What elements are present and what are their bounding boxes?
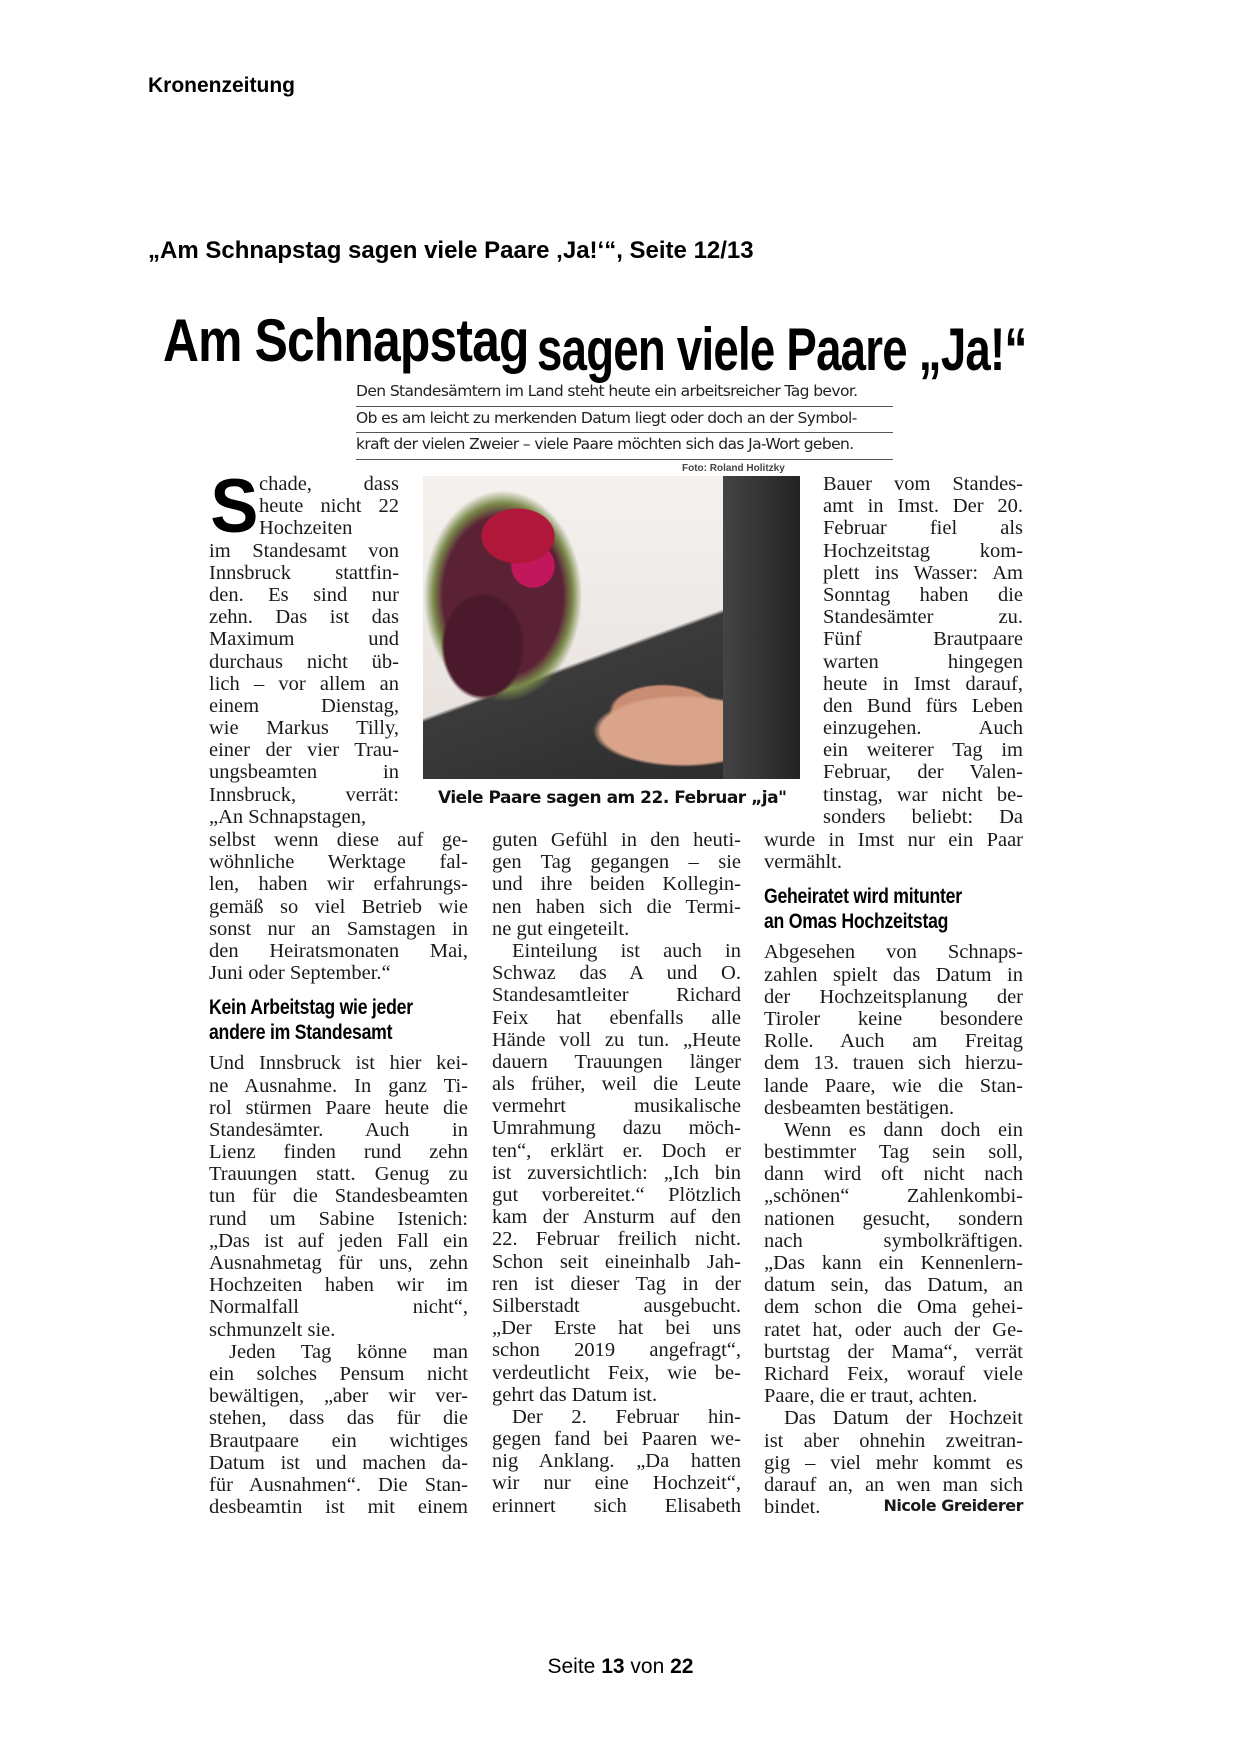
line: [764, 1230, 1023, 1252]
text-line: ren ist dieser Tag in der: [492, 1272, 741, 1295]
line: [492, 1029, 741, 1051]
text-line: gemäß so viel Betrieb wie: [209, 895, 468, 918]
text-line: plett ins Wasser: Am: [823, 561, 1023, 584]
paragraph: [492, 829, 741, 940]
line: [492, 1251, 741, 1273]
line: [492, 1339, 741, 1361]
line: [823, 784, 1023, 806]
line: [209, 1185, 468, 1207]
text-line: dem 13. trauen sich hierzu-: [764, 1052, 1023, 1075]
line: [209, 1319, 468, 1341]
line: [764, 1496, 1023, 1518]
text-line: Innsbruck stattfin-: [209, 561, 399, 584]
text-line: Trauungen statt. Genug zu: [209, 1163, 468, 1186]
line: [492, 1295, 741, 1317]
text-line: len, haben wir erfahrungs-: [209, 873, 468, 896]
line: [764, 829, 1023, 851]
deck-line: kraft der vielen Zweier – viele Paare möchten sich das Ja-Wort geben.: [356, 433, 893, 460]
text-line: tinstag, war nicht be-: [823, 783, 1023, 806]
text-line: sonst nur an Samstagen in: [209, 917, 468, 940]
text-line: nach symbolkräftigen.: [764, 1229, 1023, 1252]
paragraph: [492, 940, 741, 1406]
line: [492, 918, 741, 940]
text-line: Richard Feix, worauf viele: [764, 1362, 1023, 1385]
text-line: durchaus nicht üb-: [209, 650, 399, 673]
text-line: amt in Imst. Der 20.: [823, 495, 1023, 518]
line: [764, 1008, 1023, 1030]
text-line: gen Tag gegangen – sie: [492, 851, 741, 874]
line: [823, 495, 1023, 517]
line: [492, 1362, 741, 1384]
line: [209, 739, 399, 761]
text-line: „Das kann ein Kennenlern-: [764, 1252, 1023, 1274]
line: [823, 651, 1023, 673]
column-1-top: [209, 464, 399, 828]
text-line: im Standesamt von: [209, 539, 399, 562]
line: [209, 962, 468, 984]
footer-middle: von: [630, 1655, 665, 1678]
text-line: Innsbruck, verrät:: [209, 783, 399, 806]
line: [209, 1208, 468, 1230]
text-line: chade, dass: [259, 473, 399, 495]
text-line: vermählt.: [764, 851, 842, 874]
text-line: und ihre beiden Kollegin-: [492, 873, 741, 896]
text-line: desbeamtin ist mit einem: [209, 1496, 468, 1519]
text-line: schon 2019 angefragt“,: [492, 1339, 741, 1362]
line: [764, 1119, 1023, 1141]
line: [209, 1075, 468, 1097]
text-line: bestimmter Tag sein soll,: [764, 1141, 1023, 1164]
text-line: Datum ist und machen da-: [209, 1451, 468, 1474]
line: [209, 1119, 468, 1141]
text-line: Feix hat ebenfalls alle: [492, 1006, 741, 1029]
page-footer: [0, 1655, 1241, 1679]
text-line: desbeamten bestätigen.: [764, 1096, 955, 1119]
line: [823, 628, 1023, 650]
line: [764, 1296, 1023, 1318]
text-line: gegen fand bei Paaren we-: [492, 1428, 741, 1451]
line: [764, 1185, 1023, 1207]
line: [764, 1430, 1023, 1452]
line: [492, 1117, 741, 1139]
line: [209, 1341, 468, 1363]
text-line: ungsbeamten in: [209, 761, 399, 784]
text-line: gut vorbereitet.“ Plötzlich: [492, 1184, 741, 1206]
photo-caption: Viele Paare sagen am 22. Februar „ja": [438, 788, 787, 808]
line: [492, 896, 741, 918]
wedding-photo: [423, 476, 800, 779]
line: [492, 1073, 741, 1095]
author-byline: Nicole Greiderer: [883, 1496, 1023, 1516]
text-line: ist aber ohnehin zweitran-: [764, 1429, 1023, 1452]
text-line: für Ausnahmen“. Die Stan-: [209, 1473, 468, 1496]
text-line: warten hingegen: [823, 650, 1023, 673]
line: [764, 941, 1023, 963]
text-line: der Hochzeitsplanung der: [764, 985, 1023, 1008]
text-line: ne Ausnahme. In ganz Ti-: [209, 1074, 468, 1097]
text-line: zehn. Das ist das: [209, 606, 399, 629]
line: [764, 1407, 1023, 1429]
line: [209, 1163, 468, 1185]
subheading-line: an Omas Hochzeitstag: [764, 910, 949, 934]
text-line: ist zuversichtlich: „Ich bin: [492, 1161, 741, 1184]
text-line: einem Dienstag,: [209, 694, 399, 717]
line: [209, 1230, 468, 1252]
text-line: ein weiterer Tag im: [823, 739, 1023, 762]
deck-line: Ob es am leicht zu merkenden Datum liegt oder doch an der Symbol-: [356, 407, 893, 434]
text-line: Februar, der Valen-: [823, 761, 1023, 784]
subheading-line: Kein Arbeitstag wie jeder: [209, 996, 413, 1020]
line: [823, 562, 1023, 584]
text-line: bewältigen, „aber wir ver-: [209, 1385, 468, 1408]
text-line: den. Es sind nur: [209, 583, 399, 606]
line: [764, 1274, 1023, 1296]
line: [823, 584, 1023, 606]
text-line: Abgesehen von Schnaps-: [764, 941, 1023, 964]
text-line: als früher, weil die Leute: [492, 1073, 741, 1096]
line: [209, 1252, 468, 1274]
paragraph: [492, 1406, 741, 1517]
text-line: „Der Erste hat bei uns: [492, 1317, 741, 1340]
text-line: Maximum und: [209, 628, 399, 651]
text-line: „Das ist auf jeden Fall ein: [209, 1229, 468, 1252]
line: [209, 1385, 468, 1407]
line: [209, 1141, 468, 1163]
line: [209, 829, 468, 851]
text-line: selbst wenn diese auf ge-: [209, 829, 468, 851]
line: [764, 986, 1023, 1008]
line: [764, 1319, 1023, 1341]
line: [492, 1428, 741, 1450]
text-line: Ausnahmetag für uns, zehn: [209, 1252, 468, 1274]
line: [209, 628, 399, 650]
headline-part-2: sagen viele Paare „Ja!“: [537, 316, 1027, 383]
line: [492, 1051, 741, 1073]
line: [209, 717, 399, 739]
line: [764, 1385, 1023, 1407]
text-line: ten“, erklärt er. Doch er: [492, 1139, 741, 1162]
text-line: den Heiratsmonaten Mai,: [209, 939, 468, 962]
text-line: Einteilung ist auch in: [512, 939, 741, 962]
paragraph: [209, 1341, 468, 1519]
line: [209, 1296, 468, 1318]
text-line: Standesämter zu.: [823, 606, 1023, 629]
text-line: Standesamtleiter Richard: [492, 984, 741, 1007]
text-line: wöhnliche Werktage fal-: [209, 851, 468, 874]
line: [209, 1097, 468, 1119]
line: [764, 1163, 1023, 1185]
line: [823, 761, 1023, 783]
text-line: ratet hat, oder auch der Ge-: [764, 1318, 1023, 1341]
text-line: lande Paare, wie die Stan-: [764, 1074, 1023, 1097]
text-line: Das Datum der Hochzeit: [784, 1407, 1023, 1430]
text-line: zahlen spielt das Datum in: [764, 963, 1023, 986]
line: [764, 1030, 1023, 1052]
text-line: Februar fiel als: [823, 517, 1023, 540]
text-line: den Bund fürs Leben: [823, 694, 1023, 717]
text-line: Tiroler keine besondere: [764, 1007, 1023, 1030]
line: [823, 473, 1023, 495]
text-line: Hochzeitstag kom-: [823, 539, 1023, 562]
line: [764, 1075, 1023, 1097]
column-3-top: [823, 473, 1023, 828]
text-line: Juni oder September.“: [209, 962, 391, 985]
line: [764, 851, 1023, 873]
line: [764, 1052, 1023, 1074]
line: [492, 1007, 741, 1029]
text-line: einer der vier Trau-: [209, 739, 399, 762]
text-line: Hochzeiten: [259, 517, 353, 540]
text-line: burtstag der Mama“, verrät: [764, 1340, 1023, 1363]
line: [764, 1097, 1023, 1119]
text-line: heute nicht 22: [259, 495, 399, 518]
text-line: Jeden Tag könne man: [229, 1340, 468, 1363]
line: [209, 1363, 468, 1385]
line: [823, 606, 1023, 628]
line: [209, 806, 399, 828]
line: [492, 1450, 741, 1472]
line: [823, 673, 1023, 695]
line: [209, 606, 399, 628]
text-line: wir nur eine Hochzeit“,: [492, 1472, 741, 1495]
text-line: wie Markus Tilly,: [209, 717, 399, 740]
footer-page-total: 22: [670, 1655, 694, 1678]
text-line: Und Innsbruck ist hier kei-: [209, 1052, 468, 1075]
text-line: nig Anklang. „Da hatten: [492, 1450, 741, 1473]
text-line: verdeutlicht Feix, wie be-: [492, 1361, 741, 1384]
line: [492, 873, 741, 895]
line: [209, 1274, 468, 1296]
line: [209, 1052, 468, 1074]
paragraph: [209, 1052, 468, 1340]
line: [492, 1273, 741, 1295]
paragraph: [209, 829, 468, 984]
line: [492, 1206, 741, 1228]
line: [764, 1363, 1023, 1385]
column-3-bottom: [764, 829, 1023, 1518]
text-line: vermehrt musikalische: [492, 1095, 741, 1118]
line: [209, 1496, 468, 1518]
text-line: schmunzelt sie.: [209, 1318, 336, 1341]
text-line: ein solches Pensum nicht: [209, 1362, 468, 1385]
headline-part-1: Am Schnapstag: [163, 307, 529, 374]
text-line: stehen, dass das für die: [209, 1407, 468, 1430]
line: [492, 1495, 741, 1517]
line: [823, 540, 1023, 562]
text-line: nen haben sich die Termi-: [492, 895, 741, 918]
text-line: Lienz finden rund zehn: [209, 1141, 468, 1164]
text-line: Standesämter. Auch in: [209, 1118, 468, 1141]
text-line: Paare, die er traut, achten.: [764, 1385, 978, 1408]
paragraph: [764, 1407, 1023, 1518]
footer-page-number: 13: [601, 1655, 625, 1678]
paragraph: [764, 941, 1023, 1119]
subheading-line: andere im Standesamt: [209, 1021, 393, 1045]
text-line: bindet.: [764, 1496, 821, 1519]
text-line: guten Gefühl in den heuti-: [492, 829, 741, 851]
text-line: Der 2. Februar hin-: [512, 1405, 741, 1428]
line: [492, 984, 741, 1006]
line: [492, 1472, 741, 1494]
text-line: einzugehen. Auch: [823, 717, 1023, 740]
line: [492, 1095, 741, 1117]
text-line: Fünf Brautpaare: [823, 628, 1023, 651]
line: [764, 964, 1023, 986]
text-line: lich – vor allem an: [209, 672, 399, 695]
text-line: Umrahmung dazu möch-: [492, 1117, 741, 1140]
line: [209, 940, 468, 962]
line: [764, 1452, 1023, 1474]
text-line: darauf an, an wen man sich: [764, 1473, 1023, 1496]
text-line: sonders beliebt: Da: [823, 805, 1023, 828]
line: [209, 584, 399, 606]
text-line: Hände voll zu tun. „Heute: [492, 1028, 741, 1051]
line: [209, 1407, 468, 1429]
text-line: ne gut eingeteilt.: [492, 917, 630, 940]
line: [209, 918, 468, 940]
line: [209, 651, 399, 673]
text-line: dauern Trauungen länger: [492, 1050, 741, 1073]
text-line: Normalfall nicht“,: [209, 1296, 468, 1319]
text-line: Schwaz das A und O.: [492, 962, 741, 985]
line: [492, 1317, 741, 1339]
line: [209, 695, 399, 717]
photo-credit: Foto: Roland Holitzky: [682, 463, 785, 474]
line: [764, 1208, 1023, 1230]
line: [492, 962, 741, 984]
text-line: tun für die Standesbeamten: [209, 1185, 468, 1208]
line: [209, 562, 399, 584]
text-line: wurde in Imst nur ein Paar: [764, 829, 1023, 851]
line: [209, 1452, 468, 1474]
paragraph: [823, 473, 1023, 828]
paragraph: [764, 1119, 1023, 1407]
line: [764, 1341, 1023, 1363]
text-line: erinnert sich Elisabeth: [492, 1494, 741, 1517]
line: [764, 1141, 1023, 1163]
deck-line: Den Standesämtern im Land steht heute ein arbeitsreicher Tag bevor.: [356, 380, 893, 407]
text-line: nationen gesucht, sondern: [764, 1207, 1023, 1230]
line: [209, 761, 399, 783]
line: [209, 784, 399, 806]
subheading: [209, 995, 427, 1045]
subheading: [764, 884, 982, 934]
text-line: Schon seit eineinhalb Jah-: [492, 1250, 741, 1273]
line: [823, 739, 1023, 761]
text-line: gig – viel mehr kommt es: [764, 1451, 1023, 1474]
line: [492, 1384, 741, 1406]
column-1-bottom: [209, 829, 468, 1518]
line: [209, 873, 468, 895]
line: [492, 1406, 741, 1428]
footer-prefix: Seite: [547, 1655, 596, 1678]
article-reference: „Am Schnapstag sagen viele Paare ‚Ja!‘“, Seite 12/13: [148, 237, 754, 264]
text-line: Silberstadt ausgebucht.: [492, 1294, 741, 1317]
text-line: heute in Imst darauf,: [823, 672, 1023, 695]
line: [823, 806, 1023, 828]
text-line: gehrt das Datum ist.: [492, 1383, 658, 1406]
line: [209, 673, 399, 695]
line: [764, 1252, 1023, 1274]
text-line: datum sein, das Datum, an: [764, 1274, 1023, 1297]
line: [764, 1474, 1023, 1496]
line: [823, 695, 1023, 717]
article-deck: [356, 380, 893, 460]
text-line: Rolle. Auch am Freitag: [764, 1030, 1023, 1053]
text-line: Bauer vom Standes-: [823, 473, 1023, 495]
line: [492, 829, 741, 851]
text-line: kam der Ansturm auf den: [492, 1206, 741, 1229]
text-line: dem schon die Oma gehei-: [764, 1296, 1023, 1319]
line: [209, 851, 468, 873]
line: [209, 1430, 468, 1452]
text-line: 22. Februar freilich nicht.: [492, 1228, 741, 1251]
text-line: Sonntag haben die: [823, 583, 1023, 606]
source-name: Kronenzeitung: [148, 74, 295, 97]
line: [492, 940, 741, 962]
text-line: rol stürmen Paare heute die: [209, 1096, 468, 1119]
line: [492, 1228, 741, 1250]
line: [492, 1140, 741, 1162]
text-line: Hochzeiten haben wir im: [209, 1274, 468, 1297]
line: [209, 1474, 468, 1496]
text-line: Brautpaare ein wichtiges: [209, 1429, 468, 1452]
paragraph: [764, 829, 1023, 873]
line: [492, 1184, 741, 1206]
photo-sleeve: [723, 476, 800, 779]
text-line: rund um Sabine Istenich:: [209, 1207, 468, 1230]
subheading-line: Geheiratet wird mitunter: [764, 885, 962, 909]
line: [823, 717, 1023, 739]
text-line: dann wird oft nicht nach: [764, 1163, 1023, 1186]
line: [492, 1162, 741, 1184]
text-line: „schönen“ Zahlenkombi-: [764, 1185, 1023, 1208]
text-line: Wenn es dann doch ein: [784, 1118, 1023, 1141]
text-line: „An Schnapstagen,: [209, 805, 367, 828]
drop-cap: S: [210, 464, 259, 549]
line: [492, 851, 741, 873]
line: [823, 517, 1023, 539]
column-2-bottom: [492, 829, 741, 1517]
line: [209, 896, 468, 918]
